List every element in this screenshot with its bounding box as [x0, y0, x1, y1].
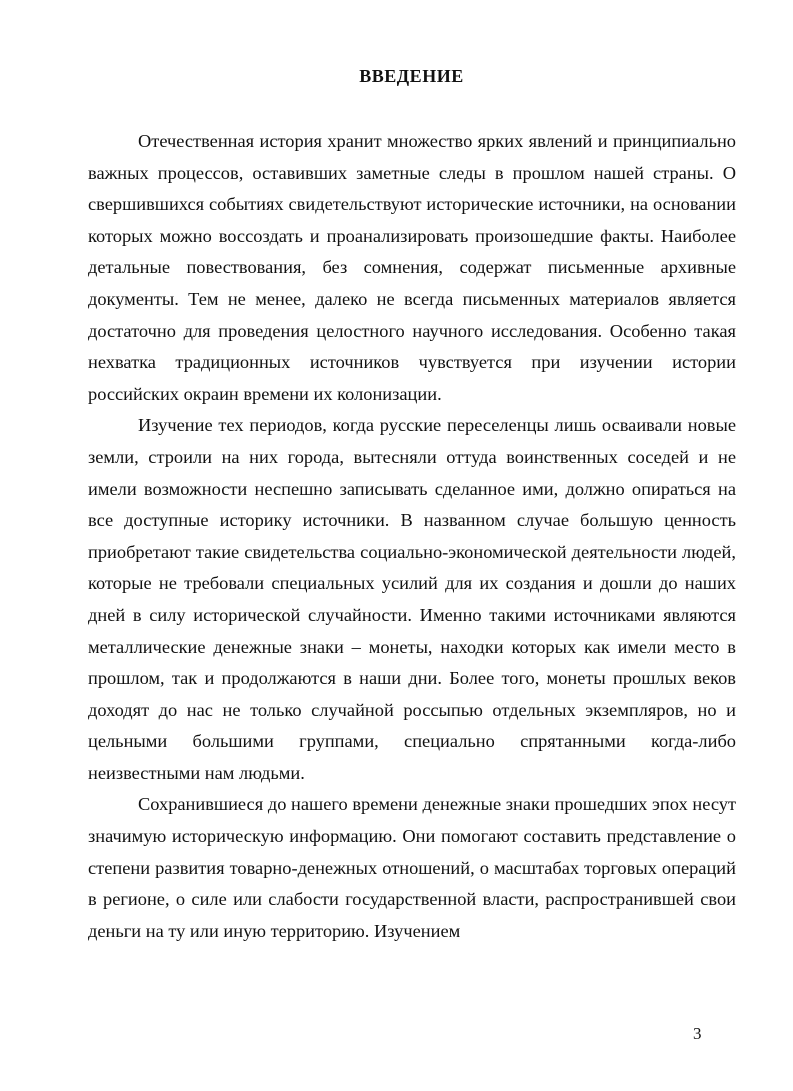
paragraph-3: Сохранившиеся до нашего времени денежные знаки прошедших эпох несут значимую историческую информацию. Они помогают составить представление о степени развития товарно-денежных отношений, о масштабах торговых операций в регионе, о силе или слабости государственной власти, распространившей свои деньги на ту или иную территорию. Изучением	[88, 794, 736, 941]
paragraph-1: Отечественная история хранит множество ярких явлений и принципиально важных процессов, оставивших заметные следы в прошлом нашей страны. О свершившихся событиях свидетельствуют исторические источники, на основании которых можно воссоздать и проанализировать произошедшие факты. Наиболее детальные повествования, без сомнения, содержат письменные архивные документы. Тем не менее, далеко не всегда письменных материалов является достаточно для проведения целостного научного исследования. Особенно такая нехватка традиционных источников чувствуется при изучении истории российских окраин времени их колонизации.	[88, 131, 736, 404]
page-number: 3	[693, 1024, 702, 1043]
paragraph-2: Изучение тех периодов, когда русские переселенцы лишь осваивали новые земли, строили на них города, вытесняли оттуда воинственных соседей и не имели возможности неспешно записывать сделанное ими, должно опираться на все доступные историку источники. В названном случае большую ценность приобретают такие свидетельства социально-экономической деятельности людей, которые не требовали специальных усилий для их создания и дошли до наших дней в силу исторической случайности. Именно такими источниками являются металлические денежные знаки – монеты, находки которых как имели место в прошлом, так и продолжаются в наши дни. Более того, монеты прошлых веков доходят до нас не только случайной россыпью отдельных экземпляров, но и цельными большими группами, специально спрятанными когда-либо неизвестными нам людьми.	[88, 415, 736, 783]
page-title: ВВЕДЕНИЕ	[359, 66, 464, 86]
body-text	[88, 126, 736, 947]
